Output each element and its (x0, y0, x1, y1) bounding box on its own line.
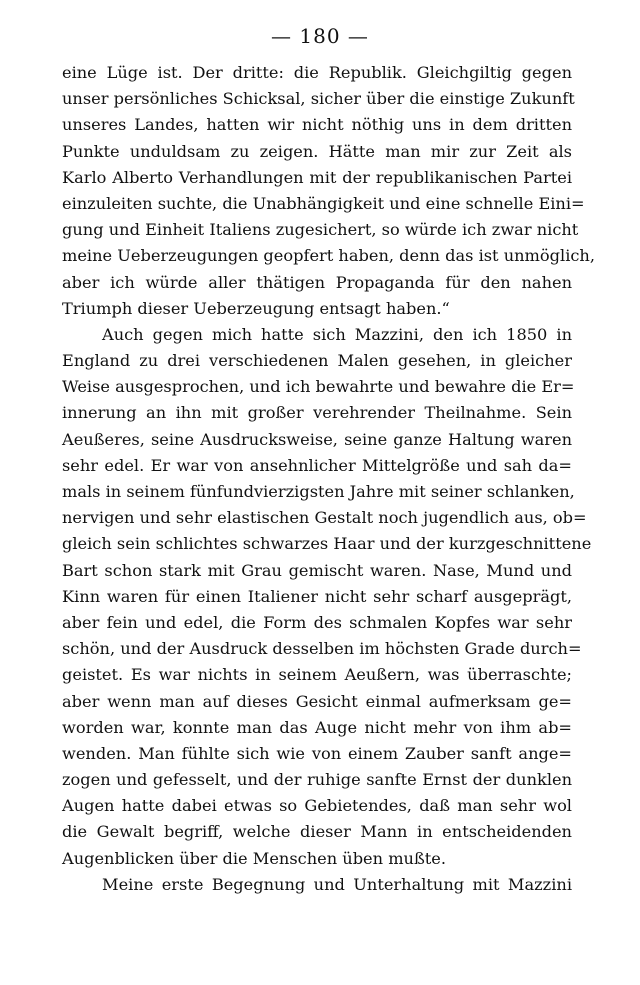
text-line: aber ich würde aller thätigen Propaganda für den nahen (62, 272, 572, 292)
text-line: einzuleiten suchte, die Unabhängigkeit und eine schnelle Eini= (62, 193, 585, 213)
text-line: eine Lüge ist. Der dritte: die Republik. Gleichgiltig gegen (62, 63, 572, 82)
text-line: Augenblicken über die Menschen üben mußte. (62, 848, 447, 868)
page-number: — 180 — (271, 24, 369, 48)
text-line: gleich sein schlichtes schwarzes Haar und der kurzgeschnittene (62, 534, 592, 554)
text-line: zogen und gefesselt, und der ruhige sanfte Ernst der dunklen (62, 770, 572, 790)
text-line: mals in seinem fünfundvierzigsten Jahre mit seiner schlanken, (62, 482, 575, 501)
text-line: Bart schon stark mit Grau gemischt waren. Nase, Mund und (62, 560, 572, 580)
text-line: Auch gegen mich hatte sich Mazzini, den ich 1850 in (102, 324, 572, 344)
text-line: Punkte unduldsam zu zeigen. Hätte man mir zur Zeit als (62, 141, 572, 161)
text-line: unser persönliches Schicksal, sicher über die einstige Zukunft (62, 89, 575, 109)
text-line: wenden. Man fühlte sich wie von einem Zauber sanft ange= (62, 743, 572, 763)
text-line: aber fein und edel, die Form des schmalen Kopfes war sehr (62, 612, 572, 632)
text-line: sehr edel. Er war von ansehnlicher Mittelgröße und sah da= (62, 455, 572, 475)
text-line: unseres Landes, hatten wir nicht nöthig uns in dem dritten (62, 115, 572, 135)
text-line: meine Ueberzeugungen geopfert haben, denn das ist unmöglich, (62, 246, 596, 266)
text-line: Weise ausgesprochen, und ich bewahrte und bewahre die Er= (62, 377, 575, 397)
text-line: innerung an ihn mit großer verehrender Theilnahme. Sein (62, 403, 572, 423)
text-line: nervigen und sehr elastischen Gestalt noch jugendlich aus, ob= (62, 508, 587, 528)
text-line: England zu drei verschiedenen Malen gesehen, in gleicher (62, 351, 572, 371)
text-line: geistet. Es war nichts in seinem Aeußern, was überraschte; (62, 665, 572, 685)
body-text (62, 60, 596, 898)
text-line: Kinn waren für einen Italiener nicht sehr scharf ausgeprägt, (62, 586, 572, 606)
text-line: Karlo Alberto Verhandlungen mit der republikanischen Partei (62, 167, 572, 187)
text-line: gung und Einheit Italiens zugesichert, so würde ich zwar nicht (62, 220, 579, 240)
text-line: aber wenn man auf dieses Gesicht einmal aufmerksam ge= (62, 691, 572, 711)
text-line: Meine erste Begegnung und Unterhaltung mit Mazzini (102, 874, 572, 894)
text-line: die Gewalt begriff, welche dieser Mann in entscheidenden (62, 822, 572, 842)
text-line: worden war, konnte man das Auge nicht mehr von ihm ab= (62, 717, 572, 737)
text-line: schön, und der Ausdruck desselben im höchsten Grade durch= (62, 639, 582, 659)
text-line: Augen hatte dabei etwas so Gebietendes, daß man sehr wol (62, 796, 572, 816)
text-line: Aeußeres, seine Ausdrucksweise, seine ganze Haltung waren (62, 429, 572, 449)
text-line: Triumph dieser Ueberzeugung entsagt haben.“ (62, 298, 450, 318)
